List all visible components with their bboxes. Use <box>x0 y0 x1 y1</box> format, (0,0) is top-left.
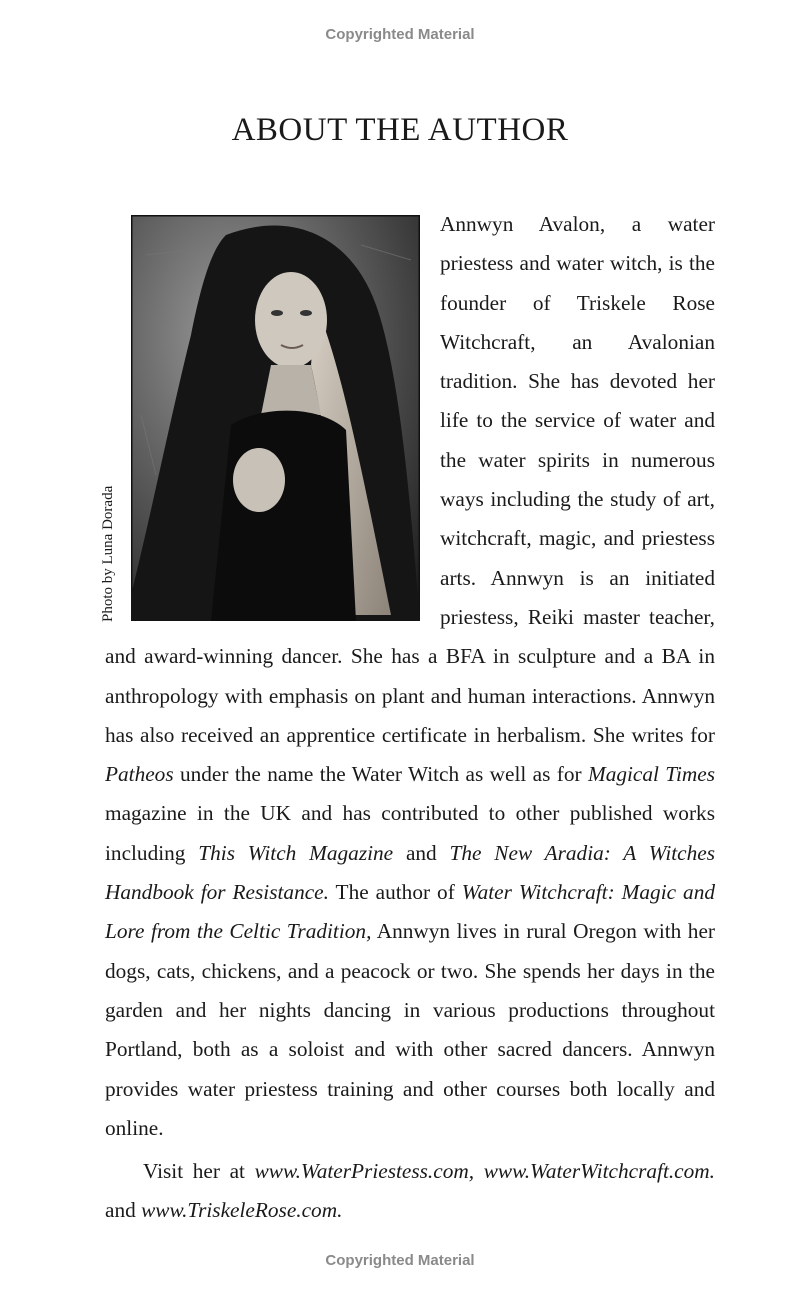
visit-and: and <box>105 1198 142 1223</box>
title-magical-times: Magical Times <box>587 762 715 787</box>
photo-credit: Photo by Luna Dorada <box>100 485 116 622</box>
bio-text-6: Annwyn lives in rural Oregon with her dogs, cats, chickens, and a peacock or two. She spends her days in the garden and her nights dancing in various productions throughout Portland, both as a soloist and with other sacred dancers. Annwyn provides water priestess training and other courses both locally and online. <box>105 919 716 1140</box>
author-photo <box>131 215 420 621</box>
bio-text-5: The author of <box>328 880 462 905</box>
title-water-witchcraft: Water Witchcraft: Magic and Lore from the Celtic Tradition, <box>105 880 716 944</box>
title-new-aradia: The New Aradia: A Witches Handbook for Resistance. <box>105 840 715 905</box>
author-bio <box>100 205 716 1231</box>
author-figure <box>100 205 440 622</box>
watermark-bottom: Copyrighted Material <box>325 1252 475 1269</box>
bio-text-1: Annwyn Avalon, a water priestess and water witch, is the founder of Triskele Rose Witchcraft, an Avalonian tradition. She has devoted her life to the service of water and the water spirits in numerous ways including the study of art, witchcraft, magic, and priestess arts. Annwyn is an initiated priestess, Reiki master teacher, and award-winning dancer. She has a BFA in sculpture and a BA in anthropology with emphasis on plant and human interactions. Annwyn has also received an apprentice certificate in herbalism. She writes for <box>105 212 715 747</box>
title-this-witch: This Witch Magazine <box>198 840 394 865</box>
bio-text-3: magazine in the UK and has contributed to other published works including <box>105 801 715 865</box>
url-triskele-rose: www.TriskeleRose.com. <box>141 1198 343 1223</box>
visit-prefix: Visit her at <box>143 1159 255 1184</box>
page-title: ABOUT THE AUTHOR <box>231 112 569 148</box>
watermark-top: Copyrighted Material <box>325 26 475 43</box>
visit-paragraph <box>105 1152 715 1231</box>
url-water-priestess: www.WaterPriestess.com, <box>254 1159 475 1184</box>
title-patheos: Patheos <box>105 762 174 787</box>
bio-text-4: and <box>393 840 450 865</box>
bio-text-2: under the name the Water Witch as well as for <box>173 762 588 787</box>
url-water-witchcraft: www.WaterWitchcraft.com. <box>483 1159 715 1184</box>
